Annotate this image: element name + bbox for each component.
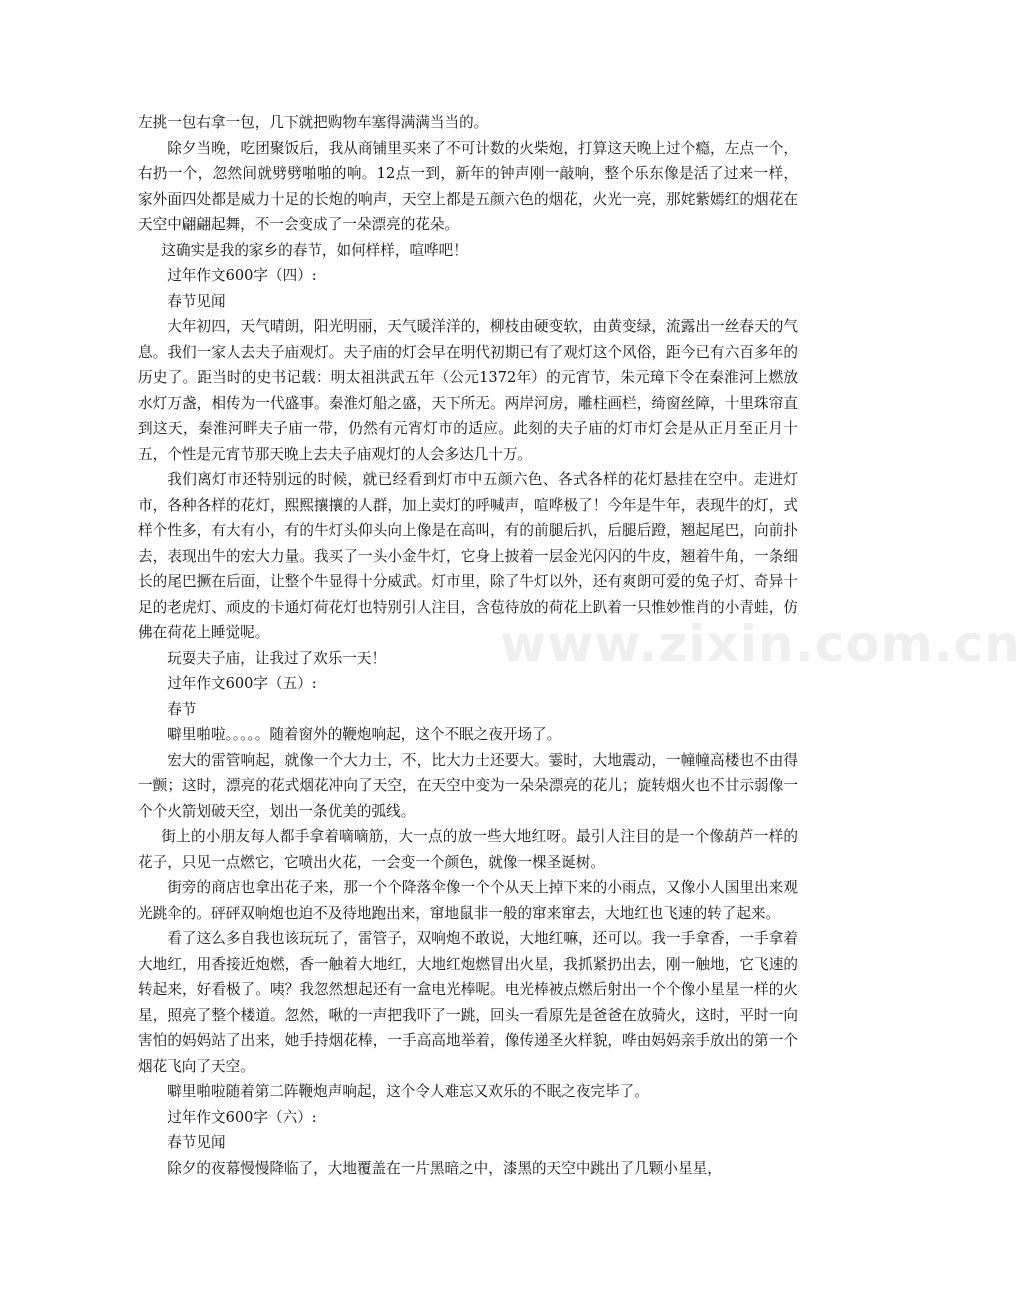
paragraph: 过年作文600字（五）: [167, 675, 317, 692]
paragraph: 春节见闻 [167, 292, 226, 310]
paragraph: 看了这么多自我也该玩玩了，雷管子，双响炮不敢说，大地红嘛，还可以。我一手拿香，一手拿着大地红，用香接近炮燃，香一触着大地红，大地红炮燃冒出火星，我抓紧扔出去，刚一触地，它飞速的转起来，好看极了。咦？我忽然想起还有一盒电光棒呢。电光棒被点燃后射出一个个像小星星一样的火星，照亮了整个楼道。忽然，啾的一声把我吓了一跳，回头一看原先是爸爸在放骑火，这时，平时一向害怕的妈妈站了出来，她手持烟花棒，一手高高地举着，像传递圣火样貌，哗由妈妈亲手放出的第一个烟花飞向了天空。 [138, 930, 798, 1075]
paragraph: 玩耍夫子庙，让我过了欢乐一天！ [167, 649, 387, 667]
paragraph: 过年作文600字（四）: [167, 267, 317, 284]
paragraph: 我们离灯市还特别远的时候，就已经看到灯市中五颜六色、各式各样的花灯悬挂在空中。走进灯市，各种各样的花灯，熙熙攘攘的人群，加上卖灯的呼喊声，喧哗极了！今年是牛年，表现牛的灯，式样个性多，有大有小，有的牛灯头仰头向上像是在高叫，有的前腿后扒，后腿后蹬，翘起尾巴，向前扑去，表现出牛的宏大力量。我买了一头小金牛灯，它身上披着一层金光闪闪的牛皮，翘着牛角，一条细长的尾巴撅在后面，让整个牛显得十分威武。灯市里，除了牛灯以外，还有爽朗可爱的兔子灯、奇异十足的老虎灯、顽皮的卡通灯荷花灯也特别引人注目，含苞待放的荷花上趴着一只惟妙惟肖的小青蛙，仿佛在荷花上睡觉呢。 [138, 471, 798, 641]
paragraph: 春节 [167, 700, 197, 718]
paragraph: 宏大的雷管响起，就像一个大力士，不，比大力士还要大。霎时，大地震动，一幢幢高楼也不由得一颤；这时，漂亮的花式烟花冲向了天空，在天空中变为一朵朵漂亮的花儿；旋转烟火也不甘示弱像一个个火箭划破天空，划出一条优美的弧线。 [138, 751, 798, 820]
paragraph: 左挑一包右拿一包，几下就把购物车塞得满满当当的。 [138, 114, 489, 131]
paragraph: 噼里啪啦随着第二阵鞭炮声响起，这个令人难忘又欢乐的不眠之夜完毕了。 [167, 1083, 649, 1100]
paragraph: 除夕当晚，吃团聚饭后，我从商铺里买来了不可计数的火柴炮，打算这天晚上过个瘾，左点一个，右扔一个，忽然间就劈劈啪啪的响。12点一到，新年的钟声刚一敲响，整个乐东像是活了过来一样，家外面四处都是威力十足的长炮的响声，天空上都是五颜六色的烟花，火光一亮，那姹紫嫣红的烟花在天空中翩翩起舞，不一会变成了一朵漂亮的花朵。 [138, 139, 798, 233]
paragraph: 大年初四，天气晴朗，阳光明丽，天气暖洋洋的，柳枝由硬变软，由黄变绿，流露出一丝春天的气息。我们一家人去夫子庙观灯。夫子庙的灯会早在明代初期已有了观灯这个风俗，距今已有六百多年的历史了。距当时的史书记载：明太祖洪武五年（公元1372年）的元宵节，朱元璋下令在秦淮河上燃放水灯万盏，相传为一代盛事。秦淮灯船之盛，天下所无。两岸河房，雕柱画栏，绮窗丝障，十里珠帘直到这天，秦淮河畔夫子庙一带，仍然有元宵灯市的适应。此刻的夫子庙的灯市灯会是从正月至正月十五，个性是元宵节那天晚上去夫子庙观灯的人会多达几十万。 [138, 318, 798, 463]
paragraph: 这确实是我的家乡的春节，如何样样，喧哗吧！ [161, 241, 468, 259]
paragraph: 春节见闻 [167, 1134, 226, 1151]
paragraph: 街旁的商店也拿出花子来，那一个个降落伞像一个个从天上掉下来的小雨点，又像小人国里出来观光跳伞的。砰砰双响炮也迫不及待地跑出来，窜地鼠非一般的窜来窜去，大地红也飞速的转了起来。 [138, 879, 798, 922]
watermark: www.zixin.com.cn [500, 615, 1021, 673]
paragraph: 过年作文600字（六）: [167, 1108, 317, 1126]
paragraph: 噼里啪啦。。。。。随着窗外的鞭炮响起，这个不眠之夜开场了。 [167, 726, 562, 743]
paragraph: 除夕的夜幕慢慢降临了，大地覆盖在一片黑暗之中，漆黑的天空中跳出了几颗小星星， [167, 1159, 722, 1177]
paragraph: 街上的小朋友每人都手拿着嘀嘀筋，大一点的放一些大地红呀。最引人注目的是一个像葫芦一样的花子，只见一点燃它，它喷出火花，一会变一个颜色，就像一棵圣诞树。 [138, 828, 798, 871]
document-body [138, 110, 798, 1181]
